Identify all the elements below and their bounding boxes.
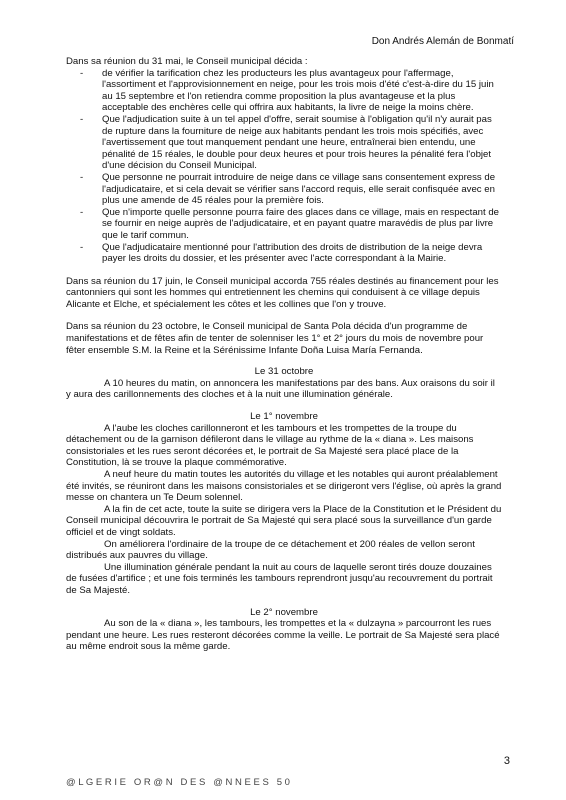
nov1-paragraph: On améliorera l'ordinaire de la troupe de ce détachement et 200 réales de vellon seront distribués aux pauvres du village. bbox=[66, 538, 475, 562]
nov1-paragraph: A l'aube les cloches carillonneront et les tambours et les trompettes de la troupe du détachement ou de la garnison défileront dans le village au rythme de la « diana ». Les maisons consistoriales et les rues seront décorées et, le portrait de Sa Majesté sera placé place de la Constitution, là se trouve la plaque commémorative. bbox=[66, 422, 474, 469]
nov1-paragraph: Une illumination générale pendant la nuit au cours de laquelle seront tirés douze douzaines de fusées d'artifice ; et une fois terminés les tambours reprendront jusqu'au recouvrement du portrait de Sa Majesté. bbox=[66, 561, 493, 596]
nov1-paragraph: A la fin de cet acte, toute la suite se dirigera vers la Place de la Constitution et le Président du Conseil municipal découvrira le portrait de Sa Majesté qui sera placé sous la surveillance d'un garde officiel et de vingt soldats. bbox=[66, 503, 502, 538]
list-item: - de vérifier la tarification chez les producteurs les plus avantageux pour l'affermage, l'assortiment et l'approvisionnement en neige, pour les trois mois d'été c'est-à-dire du 15 juin au 15 septembre et l'on retiendra comme proposition la plus avantageuse et la plus acceptable des enchères celle qui offrira aux habitants, la livre de neige la moins chère. bbox=[66, 68, 502, 114]
page-number: 3 bbox=[503, 755, 510, 767]
document-body bbox=[66, 56, 502, 653]
heading-nov2: Le 2° novembre bbox=[250, 606, 318, 618]
october-paragraph: Dans sa réunion du 23 octobre, le Conseil municipal de Santa Pola décida d'un programme de manifestations et de fêtes afin de tenter de solenniser les 1° et 2° jours du mois de novembre pour fêter ensemble S.M. la Reine et la Sérénissime Infante Doña Luisa María Fernanda. bbox=[66, 321, 484, 356]
nov2-paragraph: Au son de la « diana », les tambours, les trompettes et la « dulzayna » parcourront les rues pendant une heure. Les rues resteront décorées comme la veille. Le portrait de Sa Majesté sera placé au même endroit sous la même garde. bbox=[66, 618, 500, 653]
heading-nov1: Le 1° novembre bbox=[250, 411, 318, 423]
page-header-author: Don Andrés Alemán de Bonmatí bbox=[371, 36, 514, 47]
decision-list bbox=[66, 68, 502, 265]
page-footer: @ L G E R I E O R @ N D E S @ N N E E S 5 0 bbox=[66, 777, 290, 788]
nov1-paragraph: A neuf heure du matin toutes les autorités du village et les notables qui auront préalablement été invités, se réuniront dans les maisons consistoriales et se dirigeront vers l'église, où après la grand messe on chantera un Te Deum solennel. bbox=[66, 469, 502, 504]
list-item: - Que l'adjudication suite à un tel appel d'offre, serait soumise à l'obligation qu'il n'y aurait pas de rupture dans la fourniture de neige aux habitants pendant les trois mois spécifiés, avec l'avertissement que tout manquement pendant une heure, entraînerai bien entendu, une pénalité de 15 réales, le double pour deux heures et pour trois heures la pénalité fera l'objet d'une décision du Conseil Municipal. bbox=[66, 114, 502, 172]
june-paragraph: Dans sa réunion du 17 juin, le Conseil municipal accorda 755 réales destinés au financement pour les cantonniers qui sont les hommes qui entretiennent les chemins qui conduisent à ce village depuis Alicante et Elche, et spécialement les côtes et les collines que l'on y trouve. bbox=[66, 275, 499, 310]
list-item: - Que personne ne pourrait introduire de neige dans ce village sans consentement express de l'adjudicataire, et si cela devait se vérifier sans l'accord requis, elle serait confisquée avec en plus une amende de 45 réales pour la première fois. bbox=[66, 172, 502, 207]
intro-paragraph: Dans sa réunion du 31 mai, le Conseil municipal décida : bbox=[66, 56, 308, 67]
heading-oct31: Le 31 octobre bbox=[254, 366, 314, 378]
list-item: - Que n'importe quelle personne pourra faire des glaces dans ce village, mais en respectant de se fournir en neige auprès de l'adjudicataire, et en payant quatre maravédis de plus par livre que le tarif commun. bbox=[66, 207, 502, 242]
list-item: - Que l'adjudicataire mentionné pour l'attribution des droits de distribution de la neige devra payer les droits du dossier, et les présenter avec l'acte correspondant à la Mairie. bbox=[66, 242, 502, 265]
oct31-paragraph: A 10 heures du matin, on annoncera les manifestations par des bans. Aux oraisons du soir il y aura des carillonnements des cloches et à la nuit une illumination générale. bbox=[66, 377, 495, 401]
